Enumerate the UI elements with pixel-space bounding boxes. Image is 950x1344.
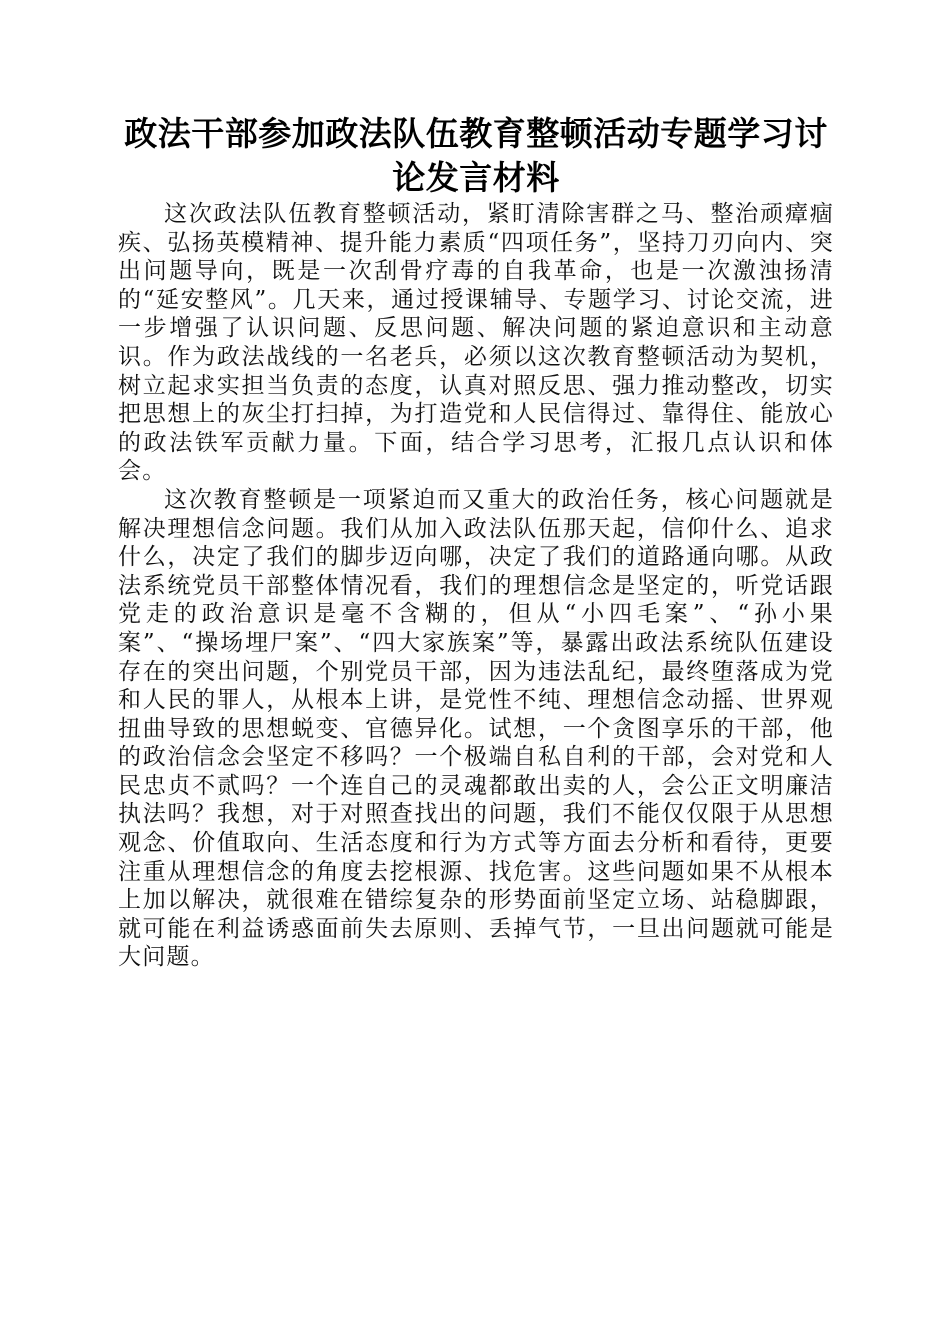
paragraph: 这次政法队伍教育整顿活动，紧盯清除害群之马、整治顽瘴痼疾、弘扬英模精神、提升能力素质“四项任务”，坚持刀刃向内、突出问题导向，既是一次刮骨疗毒的自我革命，也是一次激浊扬清的“延安整风”。几天来，通过授课辅导、专题学习、讨论交流，进一步增强了认识问题、反思问题、解决问题的紧迫意识和主动意识。作为政法战线的一名老兵，必须以这次教育整顿活动为契机，树立起求实担当负责的态度，认真对照反思、强力推动整改，切实把思想上的灰尘打扫掉，为打造党和人民信得过、靠得住、能放心的政法铁军贡献力量。下面，结合学习思考，汇报几点认识和体会。 (118, 201, 834, 485)
document-body (118, 200, 834, 972)
paragraph: 这次教育整顿是一项紧迫而又重大的政治任务，核心问题就是解决理想信念问题。我们从加入政法队伍那天起，信仰什么、追求什么，决定了我们的脚步迈向哪，决定了我们的道路通向哪。从政法系统党员干部整体情况看，我们的理想信念是坚定的，听党话跟党走的政治意识是毫不含糊的，但从“小四毛案”、“孙小果案”、“操场埋尸案”、“四大家族案”等，暴露出政法系统队伍建设存在的突出问题，个别党员干部，因为违法乱纪，最终堕落成为党和人民的罪人，从根本上讲，是党性不纯、理想信念动摇、世界观扭曲导致的思想蜕变、官德异化。试想，一个贪图享乐的干部，他的政治信念会坚定不移吗？一个极端自私自利的干部，会对党和人民忠贞不贰吗？一个连自己的灵魂都敢出卖的人，会公正文明廉洁执法吗？我想，对于对照查找出的问题，我们不能仅仅限于从思想观念、价值取向、生活态度和行为方式等方面去分析和看待，更要注重从理想信念的角度去挖根源、找危害。这些问题如果不从根本上加以解决，就很难在错综复杂的形势面前坚定立场、站稳脚跟，就可能在利益诱惑面前失去原则、丢掉气节，一旦出问题就可能是大问题。 (118, 486, 834, 971)
document-title: 政法干部参加政法队伍教育整顿活动专题学习讨论发言材料 (124, 114, 828, 197)
